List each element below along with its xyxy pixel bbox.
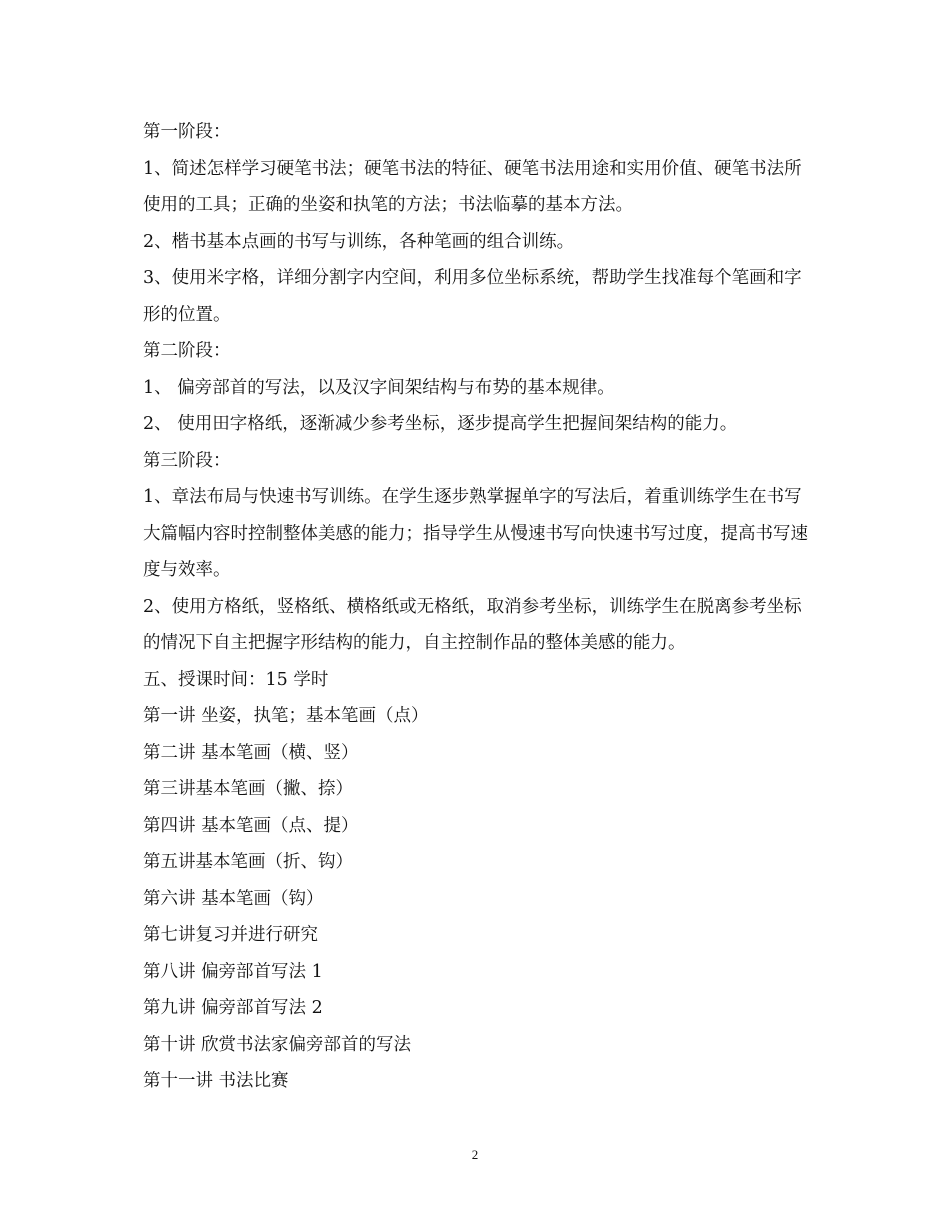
stage-3-item-2: 2、使用方格纸，竖格纸、横格纸或无格纸，取消参考坐标，训练学生在脱离参考坐标的情况下自主把握字形结构的能力，自主控制作品的整体美感的能力。 [143,596,802,653]
document-body [143,114,808,1100]
lecture-3: 第三讲基本笔画（撇、捺） [143,779,353,799]
stage-1-item-3: 3、使用米字格，详细分割字内空间，利用多位坐标系统，帮助学生找准每个笔画和字形的位置。 [143,268,802,325]
stage-1-item-2: 2、楷书基本点画的书写与训练，各种笔画的组合训练。 [143,231,575,252]
lecture-5: 第五讲基本笔画（折、钩） [143,852,353,872]
lecture-10: 第十讲 欣赏书法家偏旁部首的写法 [143,1034,412,1055]
page-number: 2 [471,1147,479,1162]
heading-stage-2: 第二阶段： [143,341,231,361]
lecture-11: 第十一讲 书法比赛 [143,1071,289,1091]
lecture-2: 第二讲 基本笔画（横、竖） [143,742,359,763]
lecture-1: 第一讲 坐姿，执笔；基本笔画（点） [143,706,429,726]
heading-stage-3: 第三阶段： [143,450,231,471]
heading-class-hours: 五、授课时间：15 学时 [143,669,329,690]
lecture-8: 第八讲 偏旁部首写法 1 [143,961,323,982]
lecture-6: 第六讲 基本笔画（钩） [143,888,324,909]
stage-3-item-1: 1、章法布局与快速书写训练。在学生逐步熟掌握单字的写法后，着重训练学生在书写大篇幅内容时控制整体美感的能力；指导学生从慢速书写向快速书写过度，提高书写速度与效率。 [143,487,808,580]
lecture-7: 第七讲复习并进行研究 [143,925,318,945]
stage-2-item-2: 2、 使用田字格纸，逐渐减少参考坐标，逐步提高学生把握间架结构的能力。 [143,414,738,434]
stage-1-item-1: 1、简述怎样学习硬笔书法；硬笔书法的特征、硬笔书法用途和实用价值、硬笔书法所使用的工具；正确的坐姿和执笔的方法；书法临摹的基本方法。 [143,158,802,215]
heading-stage-1: 第一阶段： [143,122,231,142]
stage-2-item-1: 1、 偏旁部首的写法，以及汉字间架结构与布势的基本规律。 [143,377,615,398]
lecture-4: 第四讲 基本笔画（点、提） [143,815,359,836]
lecture-9: 第九讲 偏旁部首写法 2 [143,998,323,1018]
